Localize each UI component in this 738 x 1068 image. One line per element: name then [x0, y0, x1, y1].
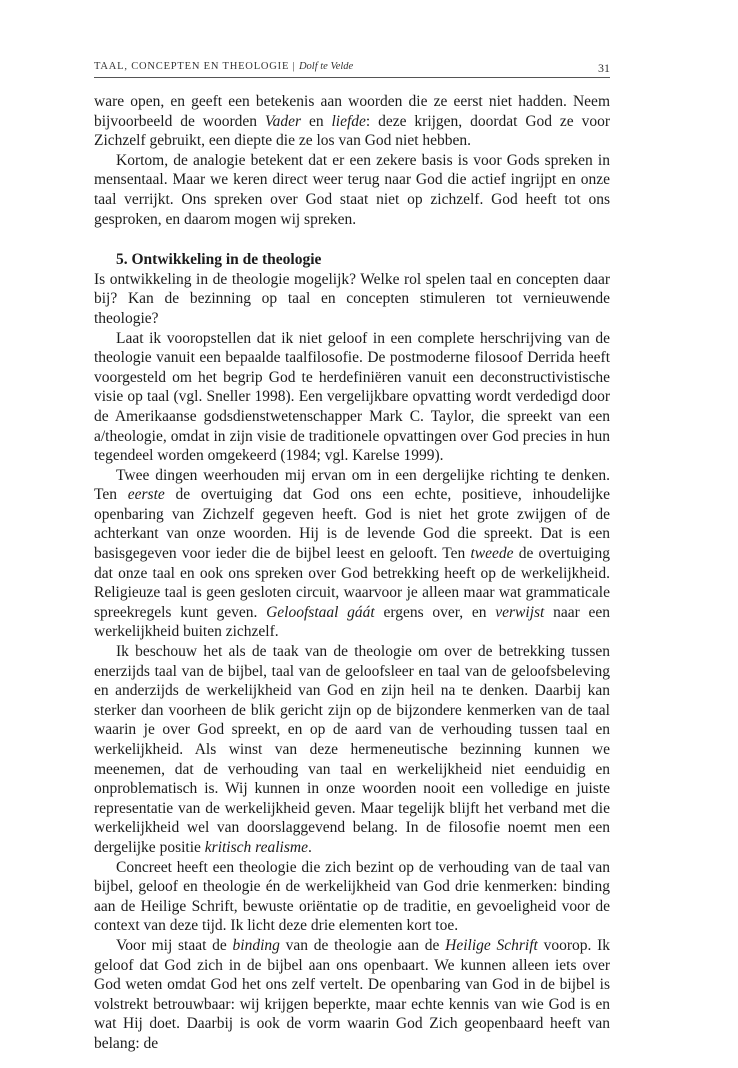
text-run: Voor mij staat de	[116, 936, 233, 954]
running-title-text: TAAL, CONCEPTEN EN THEOLOGIE	[94, 61, 290, 72]
running-title	[94, 61, 353, 72]
section-heading: 5. Ontwikkeling in de theologie	[116, 251, 322, 269]
page-number: 31	[598, 61, 610, 75]
paragraph-2: Kortom, de analogie betekent dat er een zekere basis is voor Gods spreken in mensentaal. Maar we keren direct weer terug naar God die actief ingrijpt en onze taal verrijkt. Ons spreken over God staat niet op zichzelf. God heeft tot ons gesproken, en daarom mogen wij spreken.	[94, 151, 610, 228]
paragraph-5	[94, 466, 610, 642]
italic-term: Geloofstaal gáát	[266, 603, 375, 621]
header-author: Dolf te Velde	[298, 61, 354, 72]
paragraph-4: Laat ik vooropstellen dat ik niet geloof in een complete herschrijving van de theologie vanuit een bepaalde taalfilosofie. De postmoderne filosoof Derrida heeft voorgesteld om het begrip God te herdefiniëren vanuit een deconstructivistische visie op taal (vgl. Sneller 1998). Een vergelijkbare opvatting wordt verdedigd door de Amerikaanse godsdienstwetenschapper Mark C. Taylor, die spreekt van een a/theologie, omdat in zijn visie de traditionele opvattingen over God precies in hun tegendeel worden omgekeerd (1984; vgl. Karelse 1999).	[94, 329, 610, 465]
paragraph-8	[94, 936, 610, 1054]
text-run: de overtuiging dat onze taal en ook ons spreken over God betrekking heeft op de werkelijkheid. Religieuze taal is geen gesloten circuit, waarvoor je alleen maar wat grammaticale spreekregels kunt geven.	[94, 545, 610, 621]
italic-term: tweede	[470, 545, 514, 563]
text-run: naar een werkelijkheid buiten zichzelf.	[94, 603, 611, 641]
italic-term: Heilige Schrift	[445, 936, 538, 954]
running-header	[94, 61, 610, 78]
italic-term: eerste	[127, 486, 165, 504]
paragraph-3: Is ontwikkeling in de theologie mogelijk? Welke rol spelen taal en concepten daar bij? Kan de bezinning op taal en concepten stimuleren tot vernieuwende theologie?	[94, 270, 610, 327]
italic-term: liefde	[331, 112, 366, 130]
text-run: ergens over, en	[374, 603, 496, 621]
paragraph-7: Concreet heeft een theologie die zich bezint op de verhouding van de taal van bijbel, geloof en theologie én de werkelijkheid van God drie kenmerken: binding aan de Heilige Schrift, bewuste oriëntatie op de traditie, en gevoeligheid voor de context van deze tijd. Ik licht deze drie elementen kort toe.	[94, 858, 610, 935]
text-run: : deze krijgen, doordat God ze voor Zichzelf gebruikt, een diepte die ze los van God niet hebben.	[94, 112, 610, 150]
italic-term: verwijst	[495, 603, 545, 621]
text-run: de overtuiging dat God ons een echte, positieve, inhoudelijke openbaring van Zichzelf gegeven heeft. God is niet het grote zwijgen of de achterkant van onze woorden. Hij is de levende God die spreekt. Dat is een basisgegeven voor ieder die de bijbel leest en gelooft. Ten	[94, 486, 610, 563]
text-run: ware open, en geeft een betekenis aan woorden die ze eerst niet hadden. Neem bijvoorbeeld de woorden	[94, 93, 610, 130]
paragraph-1	[94, 92, 610, 151]
header-separator: |	[289, 61, 299, 72]
text-run: Ik beschouw het als de taak van de theologie om over de betrekking tussen enerzijds taal van de bijbel, taal van de geloofsleer en taal van de geloofsbeleving en anderzijds de werkelijkheid van God en zijn heil na te denken. Daarbij kan sterker dan voorheen de blik gericht zijn op de bijzondere kenmerken van de taal waarin je over God spreekt, en op de aard van de verhouding tussen taal en werkelijkheid. Als winst van deze hermeneutische bezinning kunnen we meenemen, dat de verhouding van taal en werkelijkheid niet eenduidig en onproblematisch is. Wij kunnen in onze woorden nooit een volledige en juiste representatie van de werkelijkheid geven. Maar tegelijk blijft het verband met die werkelijkheid wel van doorslaggevend belang. In de filosofie noemt men een dergelijke positie	[94, 643, 610, 856]
italic-term: binding	[232, 936, 280, 954]
text-run: van de theologie aan de	[279, 936, 446, 954]
italic-term: kritisch realisme	[204, 838, 308, 856]
text-run: en	[301, 112, 332, 130]
italic-term: Vader	[264, 112, 302, 130]
paragraph-6	[94, 642, 610, 858]
body-text	[94, 92, 610, 1054]
text-run: voorop. Ik geloof dat God zich in de bijbel aan ons openbaart. We kunnen alleen iets over God weten omdat God het ons zelf vertelt. De openbaring van God in de bijbel is volstrekt betrouwbaar: wij krijgen beperkte, maar echte kennis van wie God is en wat Hij doet. Daarbij is ook de vorm waarin God Zich geopenbaard heeft van belang: de	[94, 936, 611, 1052]
text-run: .	[307, 838, 312, 856]
text-run: Twee dingen weerhouden mij ervan om in een dergelijke richting te denken. Ten	[94, 466, 610, 504]
